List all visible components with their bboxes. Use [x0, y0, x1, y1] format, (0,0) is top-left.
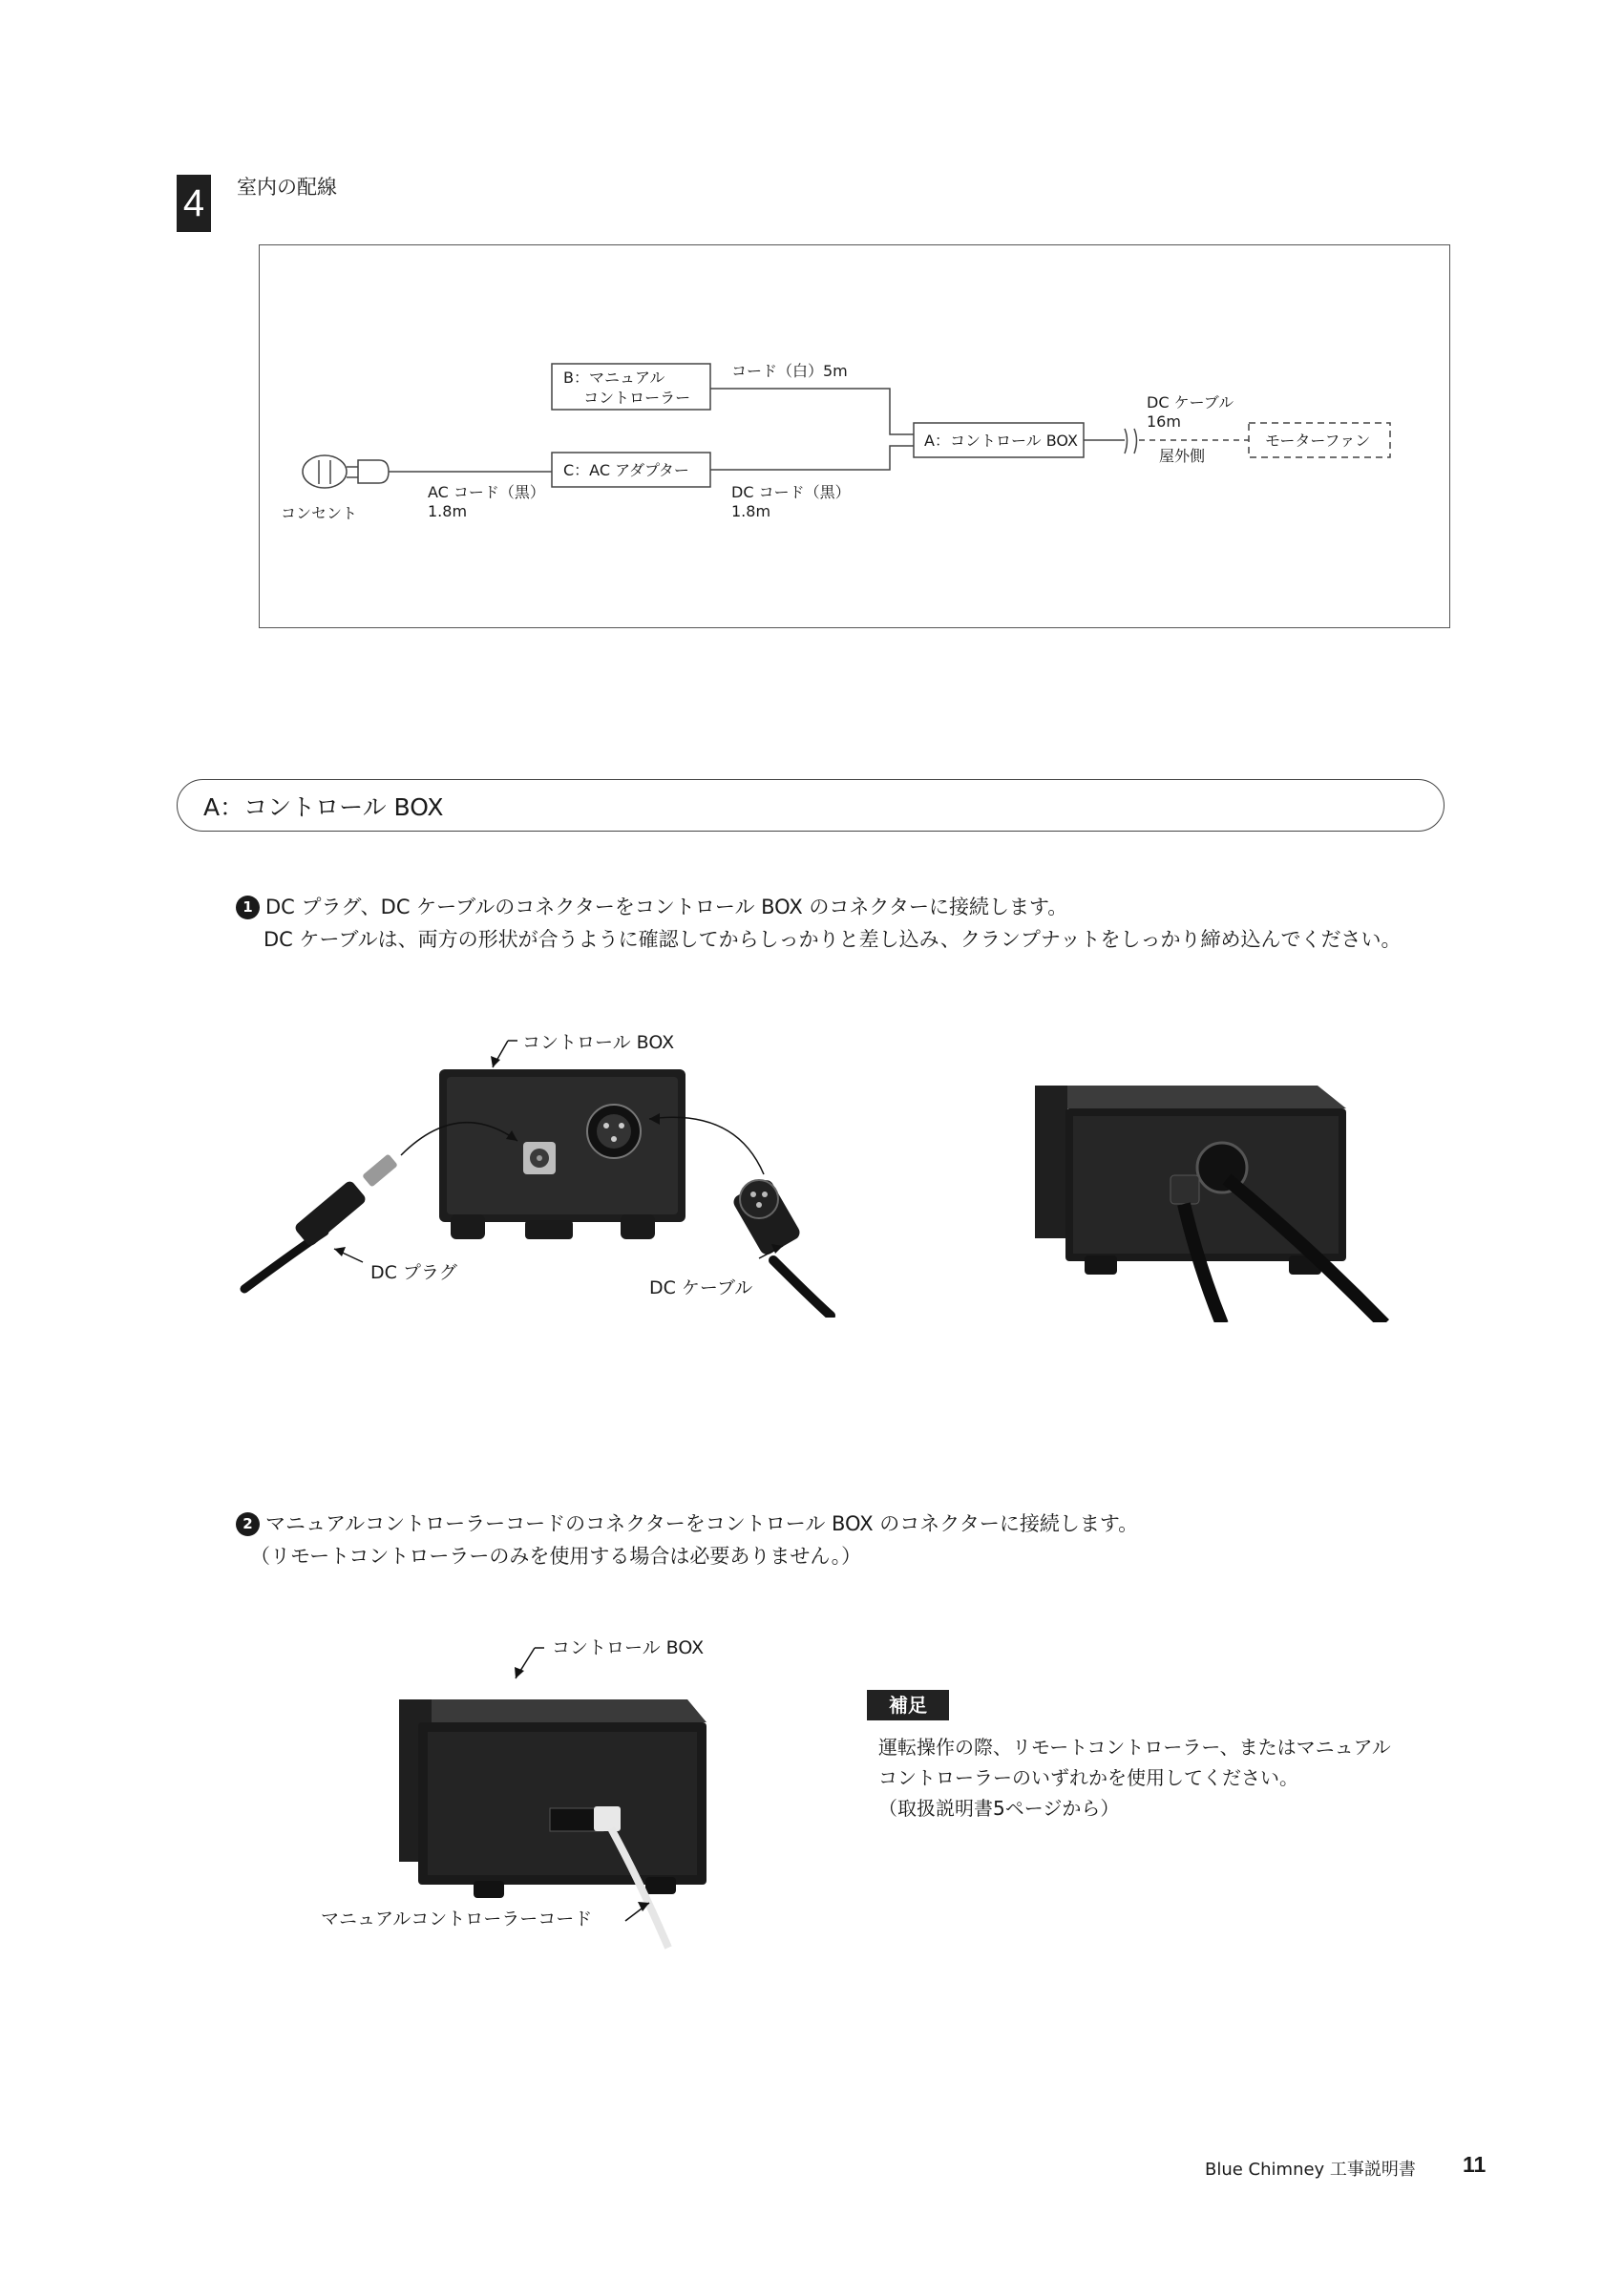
- outlet-label: コンセント: [281, 504, 358, 522]
- photo1-box-label: コントロール BOX: [522, 1032, 675, 1053]
- note-line-2: コントローラーのいずれかを使用してください。: [878, 1766, 1298, 1789]
- wiring-diagram: [259, 244, 1450, 628]
- ac-cord-label-2: 1.8m: [428, 502, 468, 520]
- motor-fan-label: モーターファン: [1265, 432, 1371, 450]
- ac-adapter-label: C：AC アダプター: [563, 461, 689, 479]
- plug-icon: [358, 460, 389, 483]
- step1-badge: 1: [236, 896, 260, 919]
- step2-line2: （リモートコントローラーのみを使用する場合は必要ありません。）: [250, 1545, 862, 1568]
- cord-white-label: コード（白）5m: [731, 362, 848, 380]
- step2-badge: 2: [236, 1512, 260, 1536]
- footer-title: Blue Chimney 工事説明書: [1205, 2160, 1416, 2180]
- manual-controller-label-1: B：マニュアル: [563, 369, 665, 387]
- note-heading: 補足: [867, 1690, 949, 1720]
- section-title: A：コントロール BOX: [203, 793, 444, 821]
- step1-line2: DC ケーブルは、両方の形状が合うように確認してからしっかりと差し込み、クランプナットをしっかり締め込んでください。: [264, 928, 1402, 951]
- manual-controller-label-2: コントローラー: [563, 389, 691, 407]
- outlet-icon: [303, 455, 347, 488]
- control-box-label: A：コントロール BOX: [924, 432, 1078, 450]
- dc-cable-label-2: 16m: [1147, 412, 1181, 431]
- note-line-3: （取扱説明書5ページから）: [878, 1797, 1120, 1820]
- photo2-box-label: コントロール BOX: [552, 1637, 705, 1658]
- dc-cord-label-2: 1.8m: [731, 502, 771, 520]
- ac-cord-label-1: AC コード（黒）: [428, 483, 545, 501]
- photo1-plug-label: DC プラグ: [370, 1262, 457, 1283]
- connected-box-photo: [1031, 1074, 1413, 1322]
- step-number: 4: [177, 175, 211, 232]
- page-number: 11: [1463, 2152, 1487, 2177]
- outdoor-label: 屋外側: [1159, 447, 1206, 465]
- photo2-cord-label: マニュアルコントローラーコード: [321, 1909, 593, 1930]
- step-title: 室内の配線: [237, 176, 337, 199]
- dc-cord-label-1: DC コード（黒）: [731, 483, 851, 501]
- dc-cable-label-1: DC ケーブル: [1147, 393, 1234, 411]
- note-body: [878, 1732, 1391, 1824]
- note-line-1: 運転操作の際、リモートコントローラー、またはマニュアル: [878, 1736, 1391, 1759]
- photo1-cable-label: DC ケーブル: [649, 1277, 753, 1298]
- control-box-connection-photo: [239, 1012, 859, 1318]
- step2-text-1: マニュアルコントローラーコードのコネクターをコントロール BOX のコネクターに接続します。: [265, 1512, 1139, 1535]
- step1-line1: [236, 892, 1067, 923]
- step1-text-1: DC プラグ、DC ケーブルのコネクターをコントロール BOX のコネクターに接続します。: [265, 896, 1068, 918]
- step2-line1: [236, 1508, 1138, 1540]
